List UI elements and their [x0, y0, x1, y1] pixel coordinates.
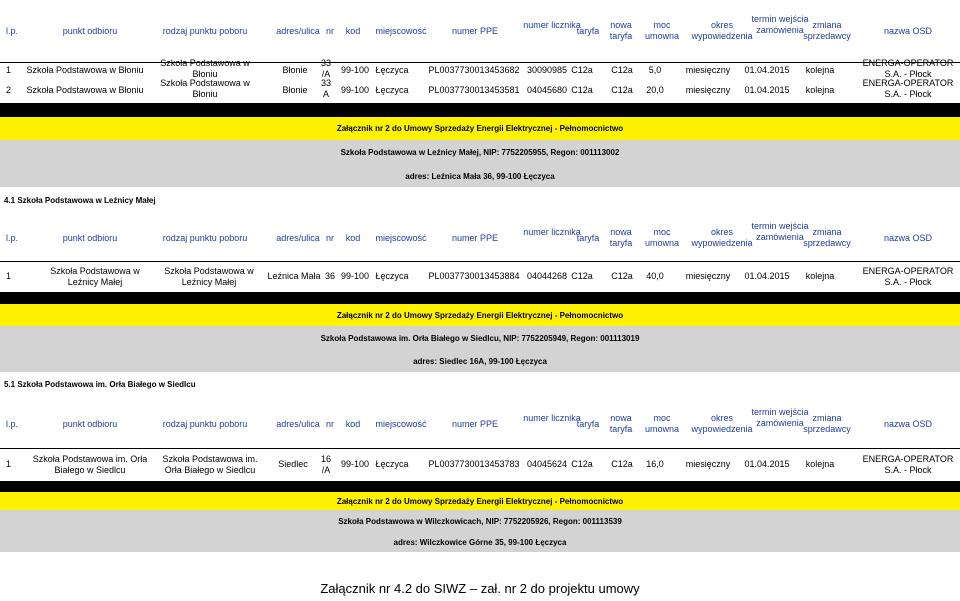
attachment-title: Załącznik nr 2 do Umowy Sprzedaży Energii Elektrycznej - Pełnomocnictwo	[0, 304, 960, 326]
col-taryfa: taryfa	[576, 26, 600, 36]
school-info: Szkoła Podstawowa w Wilczkowicach, NIP: 7752205926, Regon: 001113539	[0, 510, 960, 532]
col-ppe: numer PPE	[451, 26, 499, 36]
school-info: Szkoła Podstawowa im. Orła Białego w Siedlcu, NIP: 7752205949, Regon: 001113019	[0, 326, 960, 350]
col-lp: l.p.	[6, 26, 19, 36]
table-row: 1 Szkoła Podstawowa w Leźnicy Małej Szkoła Podstawowa w Leźnicy Małej Leźnica Mała 36 99-100 Łęczyca PL0037730013453884 04044268 C12a C12a 40,0 miesięczny 01.04.2015 kolejna ENERGA-OPERATOR S.A. - Płock	[6, 266, 954, 288]
col-okres: okres wypowiedzenia	[691, 20, 753, 42]
col-termin: termin wejścia zamówienia	[751, 14, 809, 36]
table-header-2: l.p. punkt odbioru rodzaj punktu poboru adres/ulica nr kod miejscowość numer PPE numer licznika taryfa nowa taryfa moc umowna okres wypowiedzenia termin wejścia zamówienia zmiana sprzedawcy nazwa OSD	[6, 221, 933, 249]
col-kod: kod	[345, 26, 361, 36]
section-title: 4.1 Szkoła Podstawowa w Leźnicy Małej	[4, 196, 156, 205]
col-licznik: numer licznika	[523, 20, 581, 30]
school-address: adres: Wilczkowice Górne 35, 99-100 Łęczyca	[0, 532, 960, 552]
table-row: 2 Szkoła Podstawowa w Błoniu Szkoła Podstawowa w Błoniu Błonie 33 A 99-100 Łęczyca PL0037730013453581 04045680 C12a C12a 20,0 miesięczny 01.04.2015 kolejna ENERGA-OPERATOR S.A. - Płock	[6, 78, 954, 100]
col-miejscowosc: miejscowość	[375, 26, 427, 36]
col-osd: nazwa OSD	[883, 26, 933, 36]
school-address: adres: Siedlec 16A, 99-100 Łęczyca	[0, 350, 960, 372]
attachment-title: Załącznik nr 2 do Umowy Sprzedaży Energii Elektrycznej - Pełnomocnictwo	[0, 117, 960, 140]
col-nr: nr	[325, 26, 334, 36]
col-moc: moc umowna	[644, 20, 680, 42]
col-zmiana: zmiana sprzedawcy	[803, 20, 851, 42]
footer-note: Załącznik nr 4.2 do SIWZ – zał. nr 2 do projektu umowy	[320, 581, 640, 596]
col-nowa: nowa taryfa	[609, 20, 633, 42]
col-punkt: punkt odbioru	[62, 26, 118, 36]
separator-bar	[0, 481, 960, 492]
separator-bar	[0, 103, 960, 117]
col-adres: adres/ulica	[276, 26, 320, 36]
col-rodzaj: rodzaj punktu poboru	[162, 26, 248, 36]
school-address: adres: Leźnica Mała 36, 99-100 Łęczyca	[0, 165, 960, 187]
attachment-title: Załącznik nr 2 do Umowy Sprzedaży Energii Elektrycznej - Pełnomocnictwo	[0, 492, 960, 510]
table-row: 1 Szkoła Podstawowa im. Orła Białego w Siedlcu Szkoła Podstawowa im. Orła Białego w Siedlcu Siedlec 16 /A 99-100 Łęczyca PL0037730013453783 04045624 C12a C12a 16,0 miesięczny 01.04.2015 kolejna ENERGA-OPERATOR S.A. - Płock	[6, 454, 954, 476]
school-info: Szkoła Podstawowa w Leźnicy Małej, NIP: 7752205955, Regon: 001113002	[0, 140, 960, 165]
table-row: 1 Szkoła Podstawowa w Błoniu Szkoła Podstawowa w Błoniu Błonie 33 /A 99-100 Łęczyca PL0037730013453682 30090985 C12a C12a 5,0 miesięczny 01.04.2015 kolejna ENERGA-OPERATOR S.A. - Płock	[6, 58, 954, 80]
table-header-1	[0, 0, 960, 62]
separator-bar	[0, 292, 960, 304]
table-header-3: l.p. punkt odbioru rodzaj punktu poboru adres/ulica nr kod miejscowość numer PPE numer licznika taryfa nowa taryfa moc umowna okres wypowiedzenia termin wejścia zamówienia zmiana sprzedawcy nazwa OSD	[6, 407, 933, 435]
section-title: 5.1 Szkoła Podstawowa im. Orła Białego w Siedlcu	[4, 380, 196, 389]
